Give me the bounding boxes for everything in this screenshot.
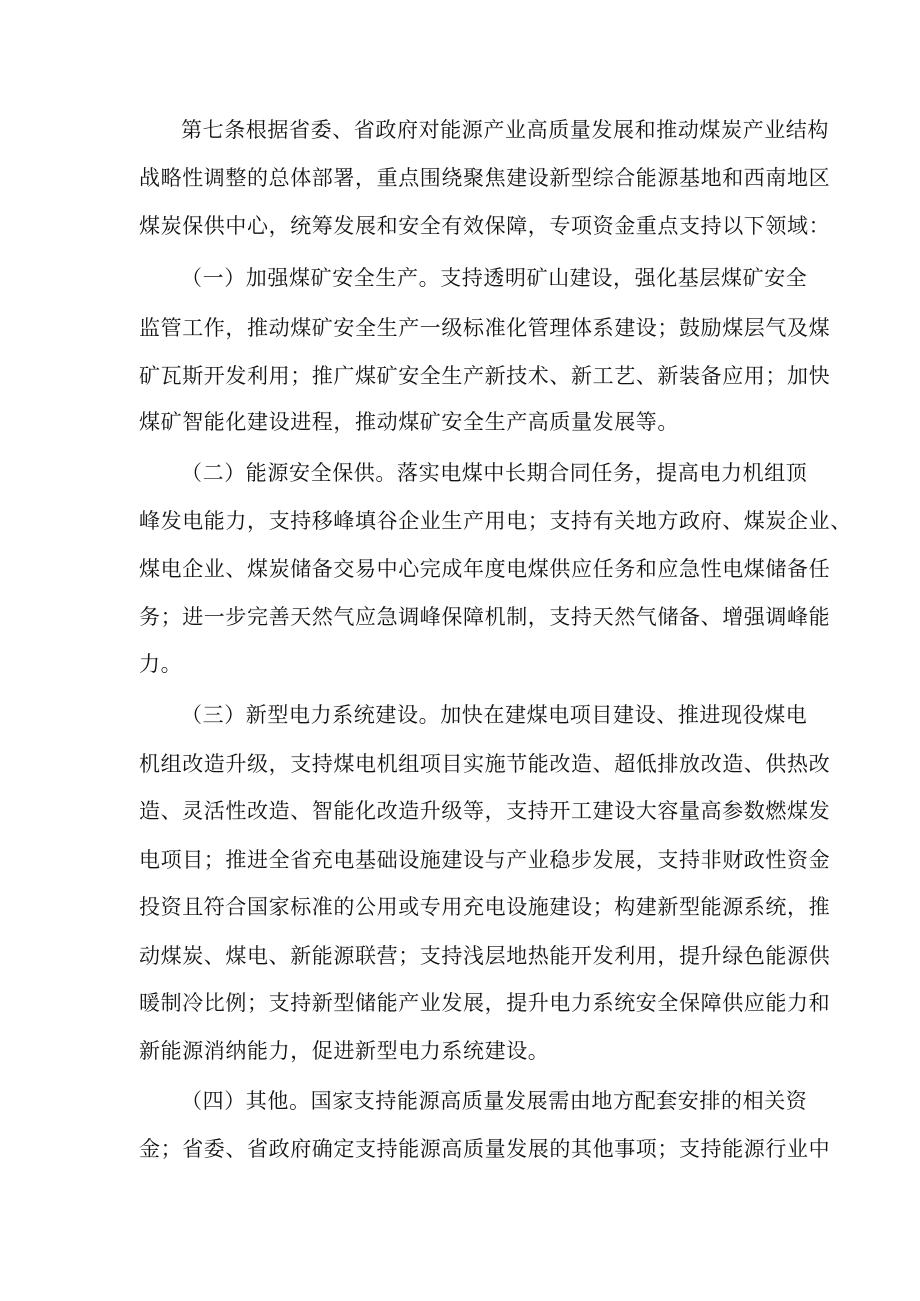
item-4-line-2: 金；省委、省政府确定支持能源高质量发展的其他事项；支持能源行业中 <box>139 1137 831 1161</box>
item-2-line-2: 峰发电能力，支持移峰填谷企业生产用电；支持有关地方政府、煤炭企业、 <box>139 509 852 533</box>
item-1-line-4: 煤矿智能化建设进程，推动煤矿安全生产高质量发展等。 <box>139 410 679 434</box>
item-3-line-5: 投资且符合国家标准的公用或专用充电设施建设；构建新型能源系统，推 <box>139 895 831 919</box>
item-3-line-1: （三）新型电力系统建设。加快在建煤电项目建设、推进现役煤电 <box>181 703 808 727</box>
item-2-line-4: 务；进一步完善天然气应急调峰保障机制，支持天然气储备、增强调峰能 <box>139 605 831 629</box>
item-3-line-4: 电项目；推进全省充电基础设施建设与产业稳步发展，支持非财政性资金 <box>139 848 831 872</box>
item-1-line-2: 监管工作，推动煤矿安全生产一级标准化管理体系建设；鼓励煤层气及煤 <box>139 316 831 340</box>
article-7-line-2: 战略性调整的总体部署，重点围绕聚焦建设新型综合能源基地和西南地区 <box>139 166 831 190</box>
article-7-line-1: 第七条根据省委、省政府对能源产业高质量发展和推动煤炭产业结构 <box>181 118 829 142</box>
item-4-line-1: （四）其他。国家支持能源高质量发展需由地方配套安排的相关资 <box>181 1089 808 1113</box>
item-3-line-8: 新能源消纳能力，促进新型电力系统建设。 <box>139 1039 550 1063</box>
item-2-line-5: 力。 <box>139 652 183 676</box>
item-2-line-3: 煤电企业、煤炭储备交易中心完成年度电煤供应任务和应急性电煤储备任 <box>139 557 831 581</box>
article-7-line-3: 煤炭保供中心，统筹发展和安全有效保障，专项资金重点支持以下领域： <box>139 214 831 238</box>
item-1-line-1: （一）加强煤矿安全生产。支持透明矿山建设，强化基层煤矿安全 <box>181 266 808 290</box>
item-3-line-3: 造、灵活性改造、智能化改造升级等，支持开工建设大容量高参数燃煤发 <box>139 799 831 823</box>
item-3-line-2: 机组改造升级，支持煤电机组项目实施节能改造、超低排放改造、供热改 <box>139 752 831 776</box>
item-1-line-3: 矿瓦斯开发利用；推广煤矿安全生产新技术、新工艺、新装备应用；加快 <box>139 364 831 388</box>
item-3-line-7: 暖制冷比例；支持新型储能产业发展，提升电力系统安全保障供应能力和 <box>139 991 831 1015</box>
item-3-line-6: 动煤炭、煤电、新能源联营；支持浅层地热能开发利用，提升绿色能源供 <box>139 944 831 968</box>
item-2-line-1: （二）能源安全保供。落实电煤中长期合同任务，提高电力机组顶 <box>181 461 808 485</box>
